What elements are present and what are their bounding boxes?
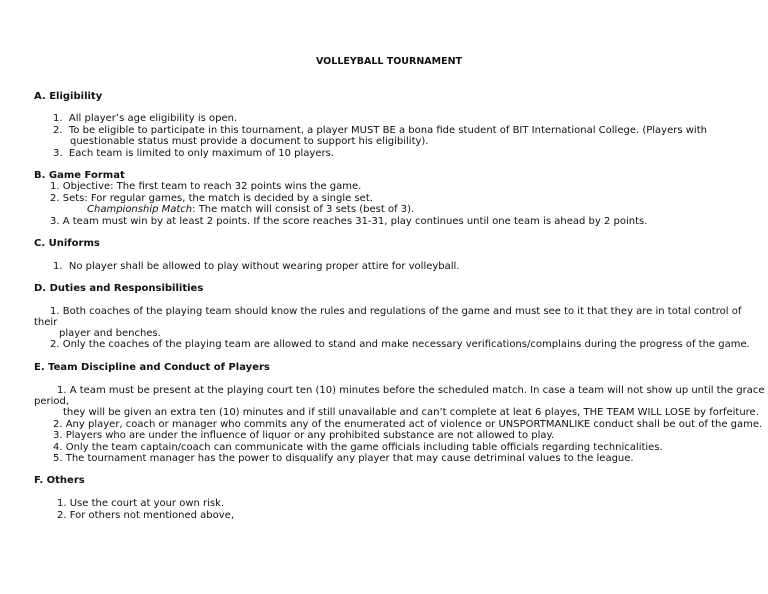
list-item: 5. The tournament manager has the power to disqualify any player that may cause detriminal values to the league. (53, 453, 634, 464)
list-item: 2. Only the coaches of the playing team are allowed to stand and make necessary verifications/complains during the progress of the game. (50, 339, 750, 350)
list-item: 1. No player shall be allowed to play without wearing proper attire for volleyball. (53, 261, 460, 272)
championship-match-line (87, 204, 414, 216)
section-e-heading: E. Team Discipline and Conduct of Players (34, 362, 270, 373)
document-title: VOLLEYBALL TOURNAMENT (316, 56, 463, 67)
championship-text: : The match will consist of 3 sets (best of 3). (192, 204, 415, 215)
section-d-heading: D. Duties and Responsibilities (34, 283, 204, 294)
list-item: 1. All player’s age eligibility is open. (53, 113, 238, 124)
list-item-wrap: period, (34, 396, 70, 407)
list-item: 3. Each team is limited to only maximum of 10 players. (53, 148, 334, 159)
section-c-heading: C. Uniforms (34, 238, 100, 249)
list-item: 2. To be eligible to participate in this tournament, a player MUST BE a bona fide student of BIT International College. (Players with (53, 125, 707, 136)
list-item: 1. Use the court at your own risk. (57, 498, 225, 509)
section-f-heading: F. Others (34, 475, 85, 486)
list-item-continuation: questionable status must provide a document to support his eligibility). (70, 136, 429, 147)
list-item: 3. Players who are under the influence of liquor or any prohibited substance are not allowed to play. (53, 430, 555, 441)
list-item: 1. Objective: The first team to reach 32 points wins the game. (50, 181, 362, 192)
championship-label: Championship Match (87, 204, 193, 215)
list-item: 2. Any player, coach or manager who commits any of the enumerated act of violence or UNSPORTMANLIKE conduct shall be out of the game. (53, 419, 763, 430)
list-item: 1. A team must be present at the playing court ten (10) minutes before the scheduled match. In case a team will not show up until the grace (57, 385, 765, 396)
list-item: 2. Sets: For regular games, the match is decided by a single set. (50, 193, 373, 204)
list-item: 4. Only the team captain/coach can communicate with the game officials including table officials regarding technicalities. (53, 442, 663, 453)
list-item: 2. For others not mentioned above, (57, 510, 235, 521)
section-a-heading: A. Eligibility (34, 91, 103, 102)
list-item: 1. Both coaches of the playing team should know the rules and regulations of the game and must see to it that they are in total control of (50, 306, 742, 317)
list-item-wrap: their (34, 317, 58, 328)
list-item-continuation: they will be given an extra ten (10) minutes and if still unavailable and can’t complete at leat 6 playes, THE TEAM WILL LOSE by forfeiture. (63, 407, 759, 418)
list-item-continuation: player and benches. (59, 328, 161, 339)
section-b-heading: B. Game Format (34, 170, 125, 181)
list-item: 3. A team must win by at least 2 points. If the score reaches 31-31, play continues until one team is ahead by 2 points. (50, 216, 648, 227)
